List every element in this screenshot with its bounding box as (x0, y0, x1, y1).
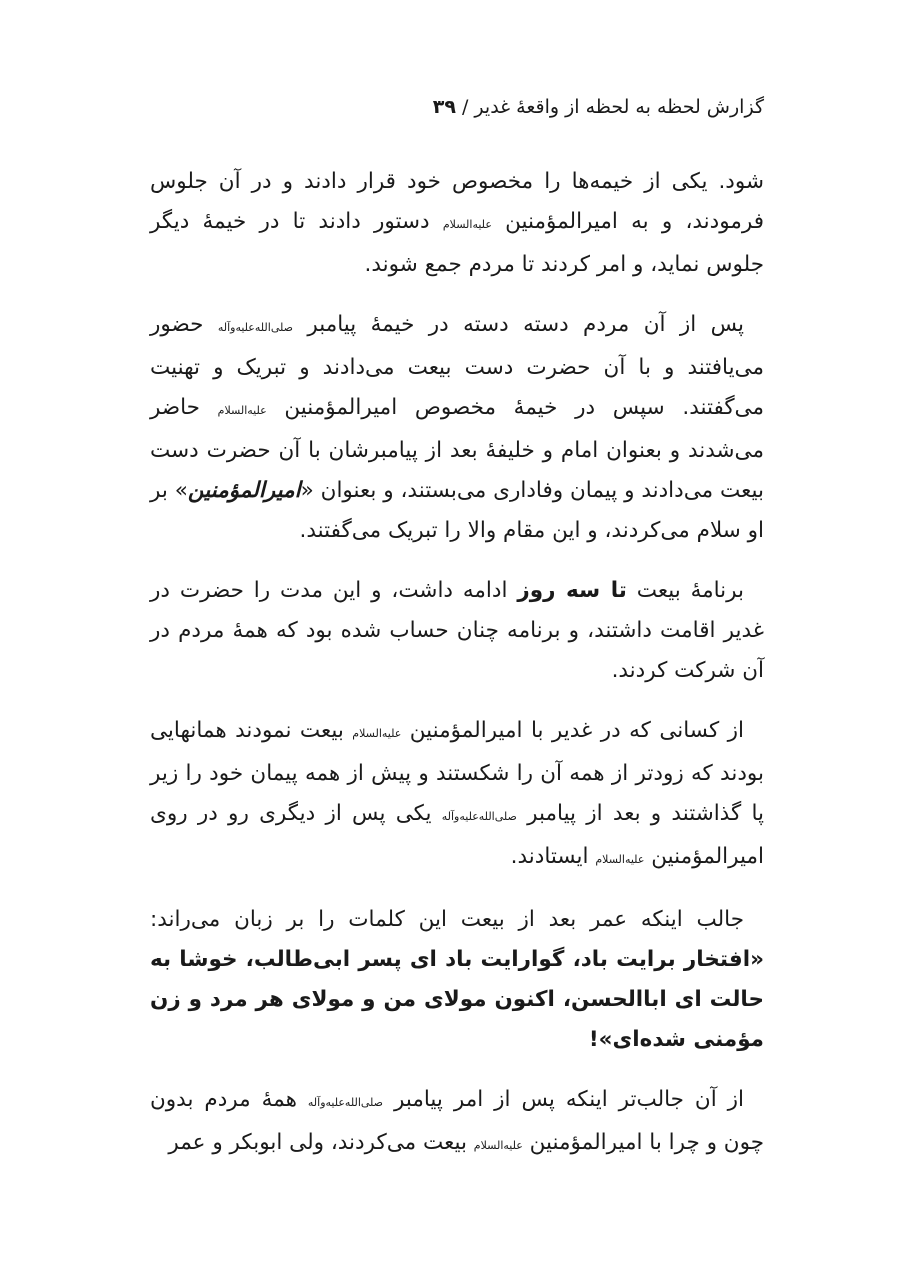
p2-b: حضور می‌یافتند و با آن حضرت دست بیعت می‌دادند و تبریک و تهنیت می‌گفتند. سپس در خیمهٔ مخصوص امیرالمؤمنین (150, 312, 764, 420)
paragraph-4 (150, 711, 764, 880)
page-number: ۳۹ (432, 96, 456, 118)
p4-d: ایستادند. (510, 844, 589, 869)
p6-b: همهٔ مردم بدون چون و چرا با امیرالمؤمنین (150, 1087, 764, 1155)
running-header (150, 92, 764, 122)
p2-c: حاضر می‌شدند و بعنوان امام و خلیفهٔ بعد از پیامبرشان با آن حضرت دست بیعت می‌دادند و پیمان وفاداری می‌بستند، و بعنوان « (150, 395, 764, 503)
honorific: علیه‌السلام (595, 853, 645, 866)
book-page (150, 92, 764, 1186)
paragraph-3 (150, 571, 764, 691)
p4-b: بیعت نمودند همانهایی بودند که زودتر از همه آن را شکستند و پیش از همه پیمان خود را زیر پا گذاشتند و بعد از پیامبر (150, 718, 764, 826)
p6-c: بیعت می‌کردند، ولی ابوبکر و عمر (168, 1130, 467, 1155)
p1-text-b: دستور دادند تا در خیمهٔ دیگر جلوس نماید، و امر کردند تا مردم جمع شوند. (150, 209, 764, 277)
p5-a: جالب اینکه عمر بعد از بیعت این کلمات را بر زبان می‌راند: (150, 907, 744, 932)
p2-d: » بر او سلام می‌کردند، و این مقام والا را تبریک می‌گفتند. (150, 478, 764, 543)
honorific: صلی‌الله‌علیه‌وآله (217, 321, 293, 334)
honorific: علیه‌السلام (442, 218, 492, 231)
paragraph-5 (150, 900, 764, 1060)
paragraph-1 (150, 162, 764, 285)
p2-a: پس از آن مردم دسته دسته در خیمهٔ پیامبر (307, 312, 744, 337)
p4-a: از کسانی که در غدیر با امیرالمؤمنین (409, 718, 744, 743)
header-separator: / (461, 96, 469, 118)
header-title: گزارش لحظه به لحظه از واقعهٔ غدیر (474, 96, 764, 118)
p3-bold: تا سه روز (517, 578, 627, 603)
p3-a: برنامهٔ بیعت (636, 578, 744, 603)
p4-c: یکی پس از دیگری رو در روی امیرالمؤمنین (150, 801, 764, 869)
p1-text: شود. یکی از خیمه‌ها را مخصوص خود قرار دادند و در آن جلوس فرمودند، و به امیرالمؤمنین (150, 169, 765, 234)
honorific: علیه‌السلام (217, 404, 267, 417)
p3-b: ادامه داشت، و این مدت را حضرت در غدیر اقامت داشتند، و برنامه چنان حساب شده بود که همهٔ مردم در آن شرکت کردند. (150, 578, 764, 683)
honorific: صلی‌الله‌علیه‌وآله (441, 810, 517, 823)
honorific: صلی‌الله‌علیه‌وآله (307, 1096, 384, 1109)
p5-quote: «افتخار برایت باد، گوارایت باد ای پسر ابی‌طالب، خوشا به حالت ای اباالحسن، اکنون مولای من و مولای هر مرد و زن مؤمنی شده‌ای»! (150, 947, 764, 1052)
p6-a: از آن جالب‌تر اینکه پس از امر پیامبر (394, 1087, 745, 1112)
honorific: علیه‌السلام (352, 727, 402, 740)
honorific: علیه‌السلام (473, 1139, 523, 1152)
p2-emphasis: امیرالمؤمنین (187, 478, 301, 503)
paragraph-6 (150, 1080, 764, 1166)
paragraph-2 (150, 305, 764, 551)
